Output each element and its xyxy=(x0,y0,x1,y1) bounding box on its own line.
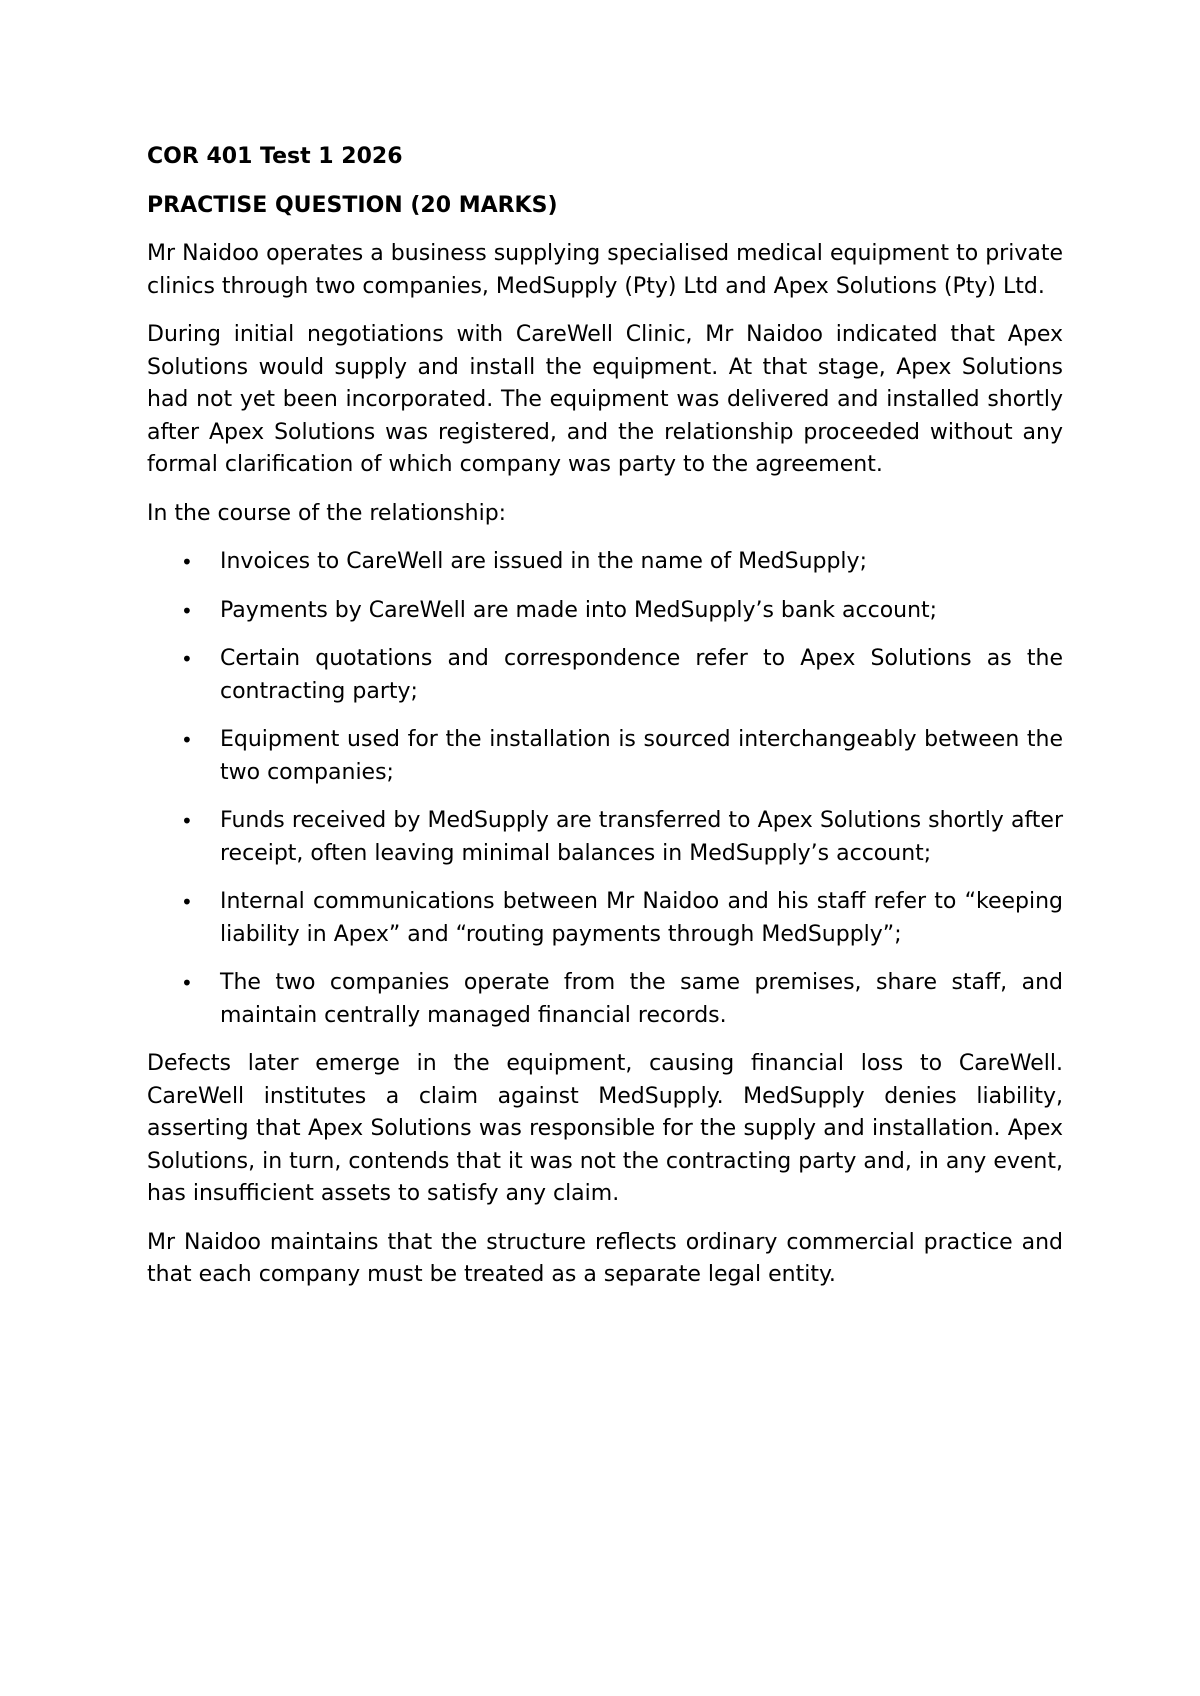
question-heading: PRACTISE QUESTION (20 MARKS) xyxy=(147,193,558,218)
outro-paragraph-1: Defects later emerge in the equipment, causing financial loss to CareWell. CareWell institutes a claim against MedSupply. MedSupply denies liability, asserting that Apex Solutions was responsible for the supply and installation. Apex Solutions, in turn, contends that it was not the contracting party and, in any event, has insufficient assets to satisfy any claim. xyxy=(147,1051,1063,1206)
list-item xyxy=(147,805,1063,870)
bullet-icon: • xyxy=(181,971,193,995)
document-title: COR 401 Test 1 2026 xyxy=(147,144,403,169)
intro-paragraph-2: During initial negotiations with CareWell Clinic, Mr Naidoo indicated that Apex Solutions would supply and install the equipment. At that stage, Apex Solutions had not yet been incorporated. The equipment was delivered and installed shortly after Apex Solutions was registered, and the relationship proceeded without any formal clarification of which company was party to the agreement. xyxy=(147,322,1063,477)
list-item xyxy=(147,595,1063,628)
facts-list xyxy=(147,546,1063,1032)
bullet-icon: • xyxy=(181,550,193,574)
list-item-text: Certain quotations and correspondence refer to Apex Solutions as the contracting party; xyxy=(220,646,1063,704)
bullet-icon: • xyxy=(181,890,193,914)
list-item xyxy=(147,886,1063,951)
list-item xyxy=(147,546,1063,579)
list-item-text: Invoices to CareWell are issued in the name of MedSupply; xyxy=(220,549,867,574)
bullet-icon: • xyxy=(181,647,193,671)
list-item xyxy=(147,724,1063,789)
list-item-text: Internal communications between Mr Naidoo and his staff refer to “keeping liability in Apex” and “routing payments through MedSupply”; xyxy=(220,889,1063,947)
bullet-icon: • xyxy=(181,598,193,623)
list-item-text: Payments by CareWell are made into MedSupply’s bank account; xyxy=(220,597,938,623)
list-item xyxy=(147,967,1063,1032)
document-page xyxy=(147,140,1063,1308)
list-item-text: Equipment used for the installation is sourced interchangeably between the two companies; xyxy=(220,727,1063,785)
intro-paragraph-3: In the course of the relationship: xyxy=(147,500,507,526)
intro-paragraph-1: Mr Naidoo operates a business supplying specialised medical equipment to private clinics through two companies, MedSupply (Pty) Ltd and Apex Solutions (Pty) Ltd. xyxy=(147,241,1063,299)
list-item xyxy=(147,643,1063,708)
bullet-icon: • xyxy=(181,809,193,833)
list-item-text: The two companies operate from the same premises, share staff, and maintain centrally managed financial records. xyxy=(220,970,1063,1028)
bullet-icon: • xyxy=(181,728,193,752)
outro-paragraph-2: Mr Naidoo maintains that the structure reflects ordinary commercial practice and that each company must be treated as a separate legal entity. xyxy=(147,1229,1063,1287)
list-item-text: Funds received by MedSupply are transferred to Apex Solutions shortly after receipt, often leaving minimal balances in MedSupply’s account; xyxy=(220,808,1063,866)
